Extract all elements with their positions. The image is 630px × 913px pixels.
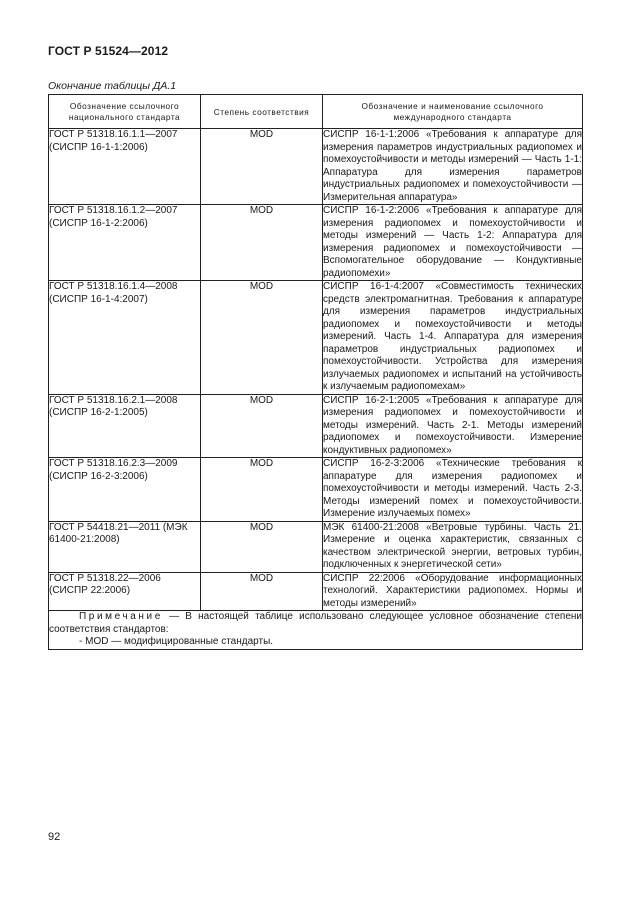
table-header-row [49,95,583,129]
table-note [49,611,583,650]
note-row [49,611,583,650]
national-standard-cell: ГОСТ Р 51318.16.2.3—2009 (СИСПР 16-2-3:2006) [49,458,201,522]
national-standard-cell: ГОСТ Р 51318.16.1.4—2008 (СИСПР 16-1-4:2007) [49,281,201,395]
degree-cell: MOD [201,281,323,395]
table-row [49,458,583,522]
note-text: — В настоящей таблице использовано следующее условное обозначение степени соответствия стандартов: [49,611,582,635]
national-standard-cell: ГОСТ Р 51318.16.2.1—2008 (СИСПР 16-2-1:2005) [49,394,201,458]
international-standard-cell: СИСПР 16-1-1:2006 «Требования к аппаратуре для измерения параметров индустриальных радиопомех и помехоустойчивости и методы измерений — Часть 1-1: Аппаратура для измерения параметров индустриальных радиопомех и помехоустойчивости — Измерительная аппаратура» [323,129,582,203]
national-standard-cell: ГОСТ Р 51318.16.1.2—2007 (СИСПР 16-1-2:2006) [49,205,201,281]
national-standard-cell: ГОСТ Р 51318.16.1.1—2007 (СИСПР 16-1-1:2006) [49,129,201,205]
table-row [49,281,583,395]
document-code: ГОСТ Р 51524—2012 [48,44,169,58]
degree-cell: MOD [201,394,323,458]
national-standard-cell: ГОСТ Р 51318.22—2006 (СИСПР 22:2006) [49,572,201,611]
degree-cell: MOD [201,572,323,611]
table-row [49,521,583,572]
international-standard-cell: СИСПР 16-1-2:2006 «Требования к аппаратуре для измерения радиопомех и помехоустойчивости и методы измерений — Часть 1-2: Аппаратура для измерения радиопомех и помехоустойчивости — Вспомогательное оборудование — Кондуктивные радиопомехи» [323,205,582,279]
note-item: - MOD — модифицированные стандарты. [79,636,274,647]
degree-cell: MOD [201,521,323,572]
international-standard-cell: СИСПР 16-2-3:2006 «Технические требования к аппаратуре для измерения радиопомех и помехоустойчивости и методы измерений. Часть 2-3. Методы измерений помех и помехоустойчивости. Измерение излучаемых помех» [323,458,582,519]
national-standard-cell: ГОСТ Р 54418.21—2011 (МЭК 61400-21:2008) [49,521,201,572]
table-row [49,394,583,458]
table-caption: Окончание таблицы ДА.1 [48,80,177,92]
international-standard-cell: СИСПР 16-2-1:2005 «Требования к аппаратуре для измерения радиопомех и помехоустойчивости и методы измерений. Часть 2-1. Методы измерений радиопомех и помехоустойчивости. Измерение кондуктивных радиопомех» [323,394,582,456]
table-row [49,129,583,205]
note-label: Примечание [79,611,163,622]
page-number: 92 [48,831,61,843]
degree-cell: MOD [201,205,323,281]
table-row [49,205,583,281]
header-national-standard: Обозначение ссылочного национального стандарта [49,95,201,129]
international-standard-cell: СИСПР 16-1-4:2007 «Совместимость технических средств электромагнитная. Требования к аппаратуре для измерения параметров индустриальных радиопомех и помехоустойчивости и методы измерений. Часть 1-4. Аппаратура для измерения параметров индустриальных радиопомех и помехоустойчивости. Устройства для измерения излучаемых радиопомех и испытаний на устойчивость к излучаемым радиопомехам» [323,281,582,392]
reference-standards-table [48,94,583,650]
degree-cell: MOD [201,129,323,205]
table-row [49,572,583,611]
header-international-standard: Обозначение и наименование ссылочного международного стандарта [323,95,583,129]
international-standard-cell: СИСПР 22:2006 «Оборудование информационных технологий. Характеристики радиопомех. Нормы и методы измерений» [323,572,582,609]
degree-cell: MOD [201,458,323,522]
international-standard-cell: МЭК 61400-21:2008 «Ветровые турбины. Часть 21. Измерение и оценка характеристик, связанных с качеством электрической энергии, ветровых турбин, подключенных к энергетической сети» [323,521,582,570]
header-degree: Степень соответствия [201,95,323,129]
